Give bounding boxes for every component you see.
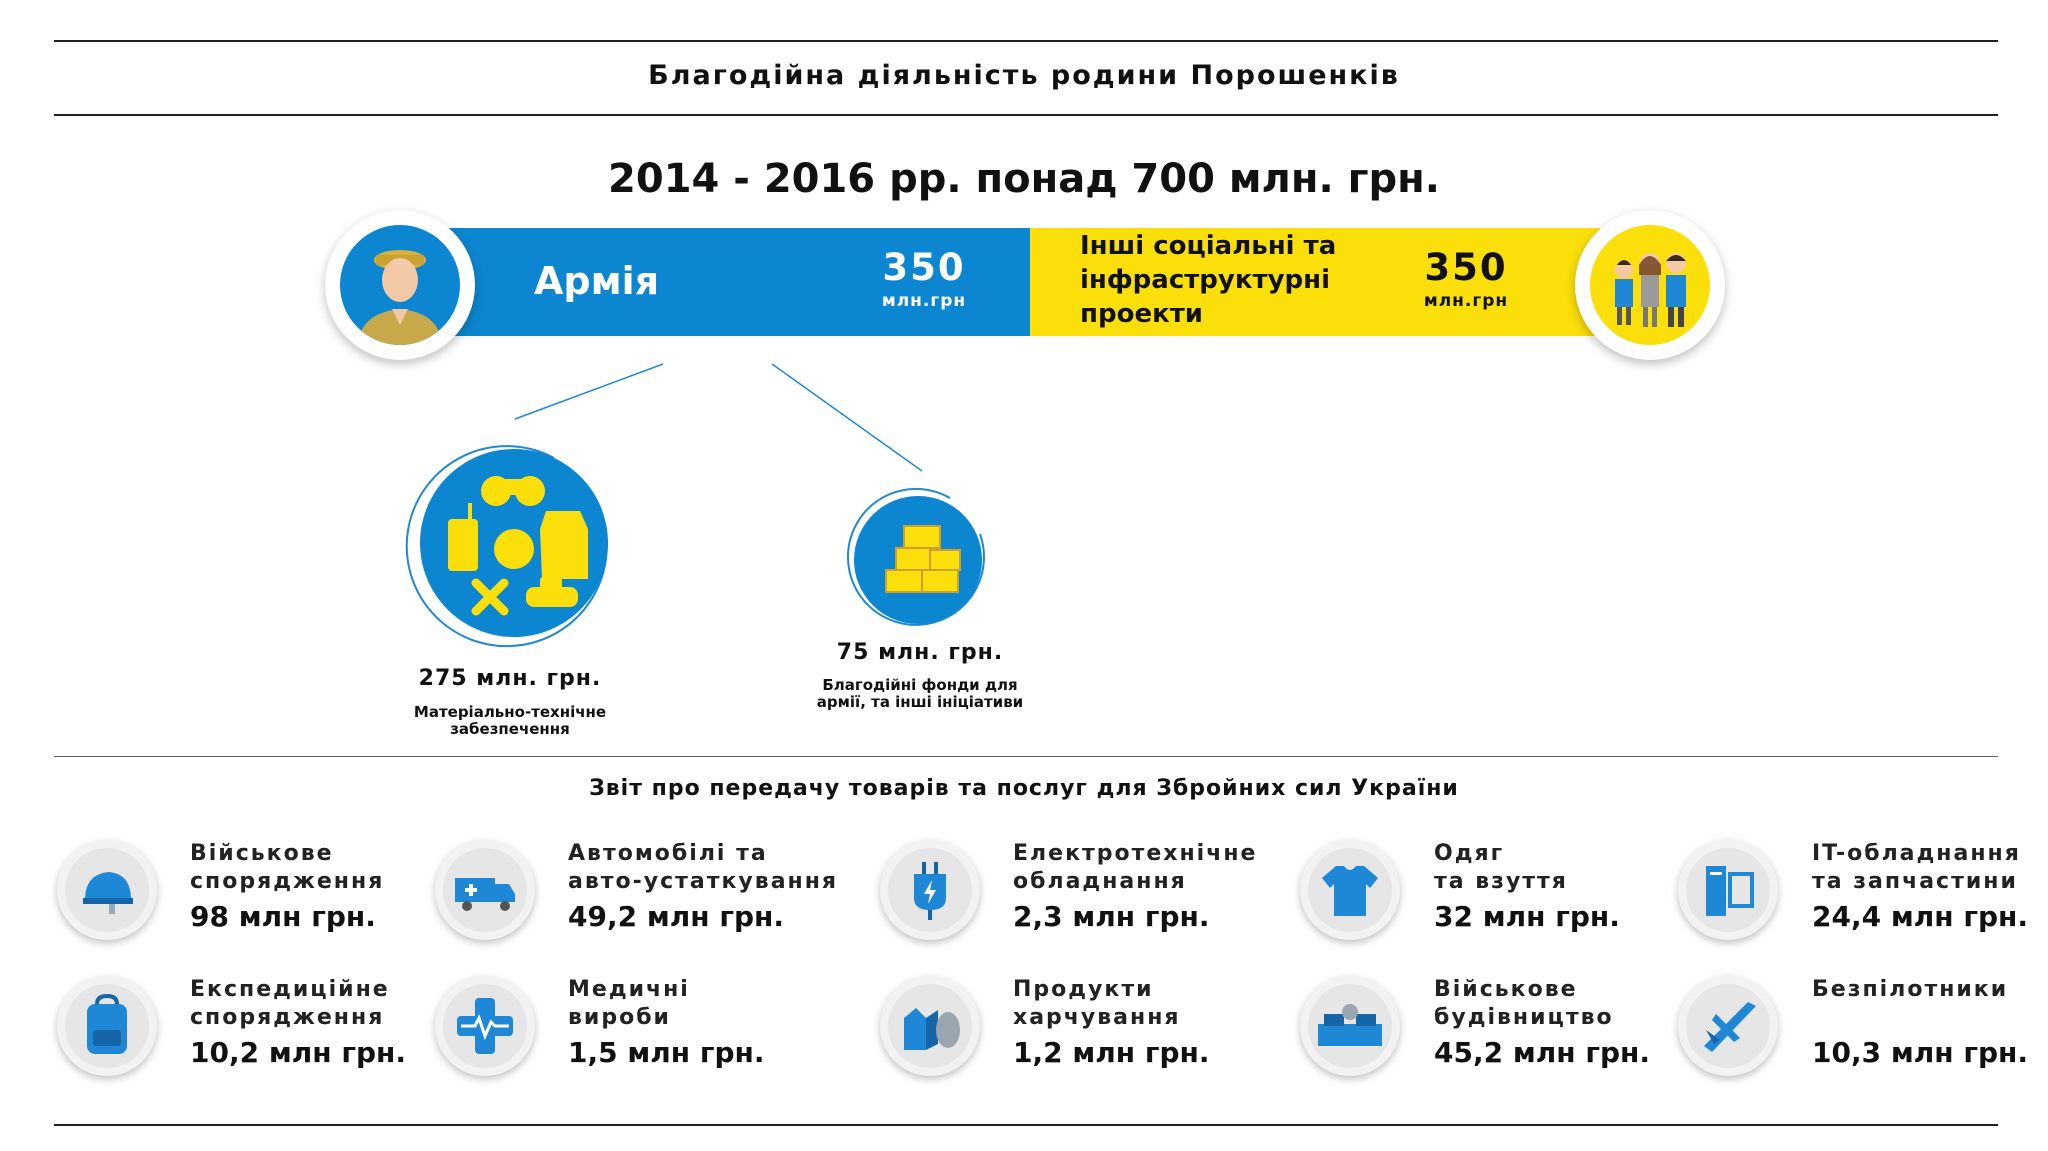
- money-stack-icon: [864, 506, 974, 616]
- military-equipment-icon: [420, 449, 608, 637]
- report-item-value: 1,2 млн грн.: [1013, 1036, 1210, 1069]
- report-item-label: Безпілотники: [1812, 977, 2009, 1002]
- report-item-label: Військове будівництво: [1434, 977, 1614, 1030]
- report-item-value: 98 млн грн.: [190, 900, 376, 933]
- computer-icon: [1678, 840, 1778, 940]
- report-item-label: Військове спорядження: [190, 841, 385, 894]
- report-item-value: 2,3 млн грн.: [1013, 900, 1210, 933]
- other-amount: 350: [1424, 246, 1508, 289]
- medical-cross-icon: [435, 976, 535, 1076]
- equipment-description: Матеріально-технічне забезпечення: [413, 703, 607, 738]
- report-item-label: Автомобілі та авто-устаткування: [568, 841, 839, 894]
- army-label: Армія: [534, 259, 660, 303]
- equipment-circle: [404, 430, 618, 648]
- report-item-value: 45,2 млн грн.: [1434, 1036, 1650, 1069]
- army-amount-unit: млн.грн: [881, 291, 967, 311]
- report-rule: [54, 756, 1998, 757]
- report-item-value: 49,2 млн грн.: [568, 900, 784, 933]
- equipment-value: 275 млн. грн.: [418, 666, 602, 691]
- drone-icon: [1678, 976, 1778, 1076]
- bottom-rule: [54, 1124, 1998, 1126]
- report-item-label: Експедиційне спорядження: [190, 977, 390, 1030]
- report-item-value: 10,3 млн грн.: [1812, 1036, 2028, 1069]
- other-amount-unit: млн.грн: [1423, 291, 1509, 311]
- other-projects-label: Інші соціальні та інфраструктурні проекти: [1080, 231, 1337, 329]
- page-title: Благодійна діяльність родини Порошенків: [648, 60, 1400, 91]
- food-icon: [880, 976, 980, 1076]
- funds-value: 75 млн. грн.: [836, 640, 1004, 665]
- report-item-label: IT-обладнання та запчастини: [1812, 841, 2021, 894]
- report-item-value: 24,4 млн грн.: [1812, 900, 2028, 933]
- plug-icon: [880, 840, 980, 940]
- funds-circle: [846, 486, 992, 632]
- ambulance-icon: [435, 840, 535, 940]
- construction-icon: [1300, 976, 1400, 1076]
- report-item-label: Продукти харчування: [1013, 977, 1181, 1030]
- army-amount: 350: [882, 246, 966, 289]
- report-item-label: Одяг та взуття: [1434, 841, 1568, 894]
- summary-title: 2014 - 2016 рр. понад 700 млн. грн.: [608, 156, 1440, 202]
- shirt-icon: [1300, 840, 1400, 940]
- funds-description: Благодійні фонди для армії, та інші ініціативи: [816, 676, 1024, 711]
- backpack-icon: [57, 976, 157, 1076]
- report-item-label: Медичні вироби: [568, 977, 690, 1030]
- helmet-icon: [57, 840, 157, 940]
- report-item-label: Електротехнічне обладнання: [1013, 841, 1258, 894]
- report-title: Звіт про передачу товарів та послуг для Збройних сил України: [589, 776, 1459, 801]
- report-item-value: 10,2 млн грн.: [190, 1036, 406, 1069]
- report-item-value: 1,5 млн грн.: [568, 1036, 765, 1069]
- report-item-value: 32 млн грн.: [1434, 900, 1620, 933]
